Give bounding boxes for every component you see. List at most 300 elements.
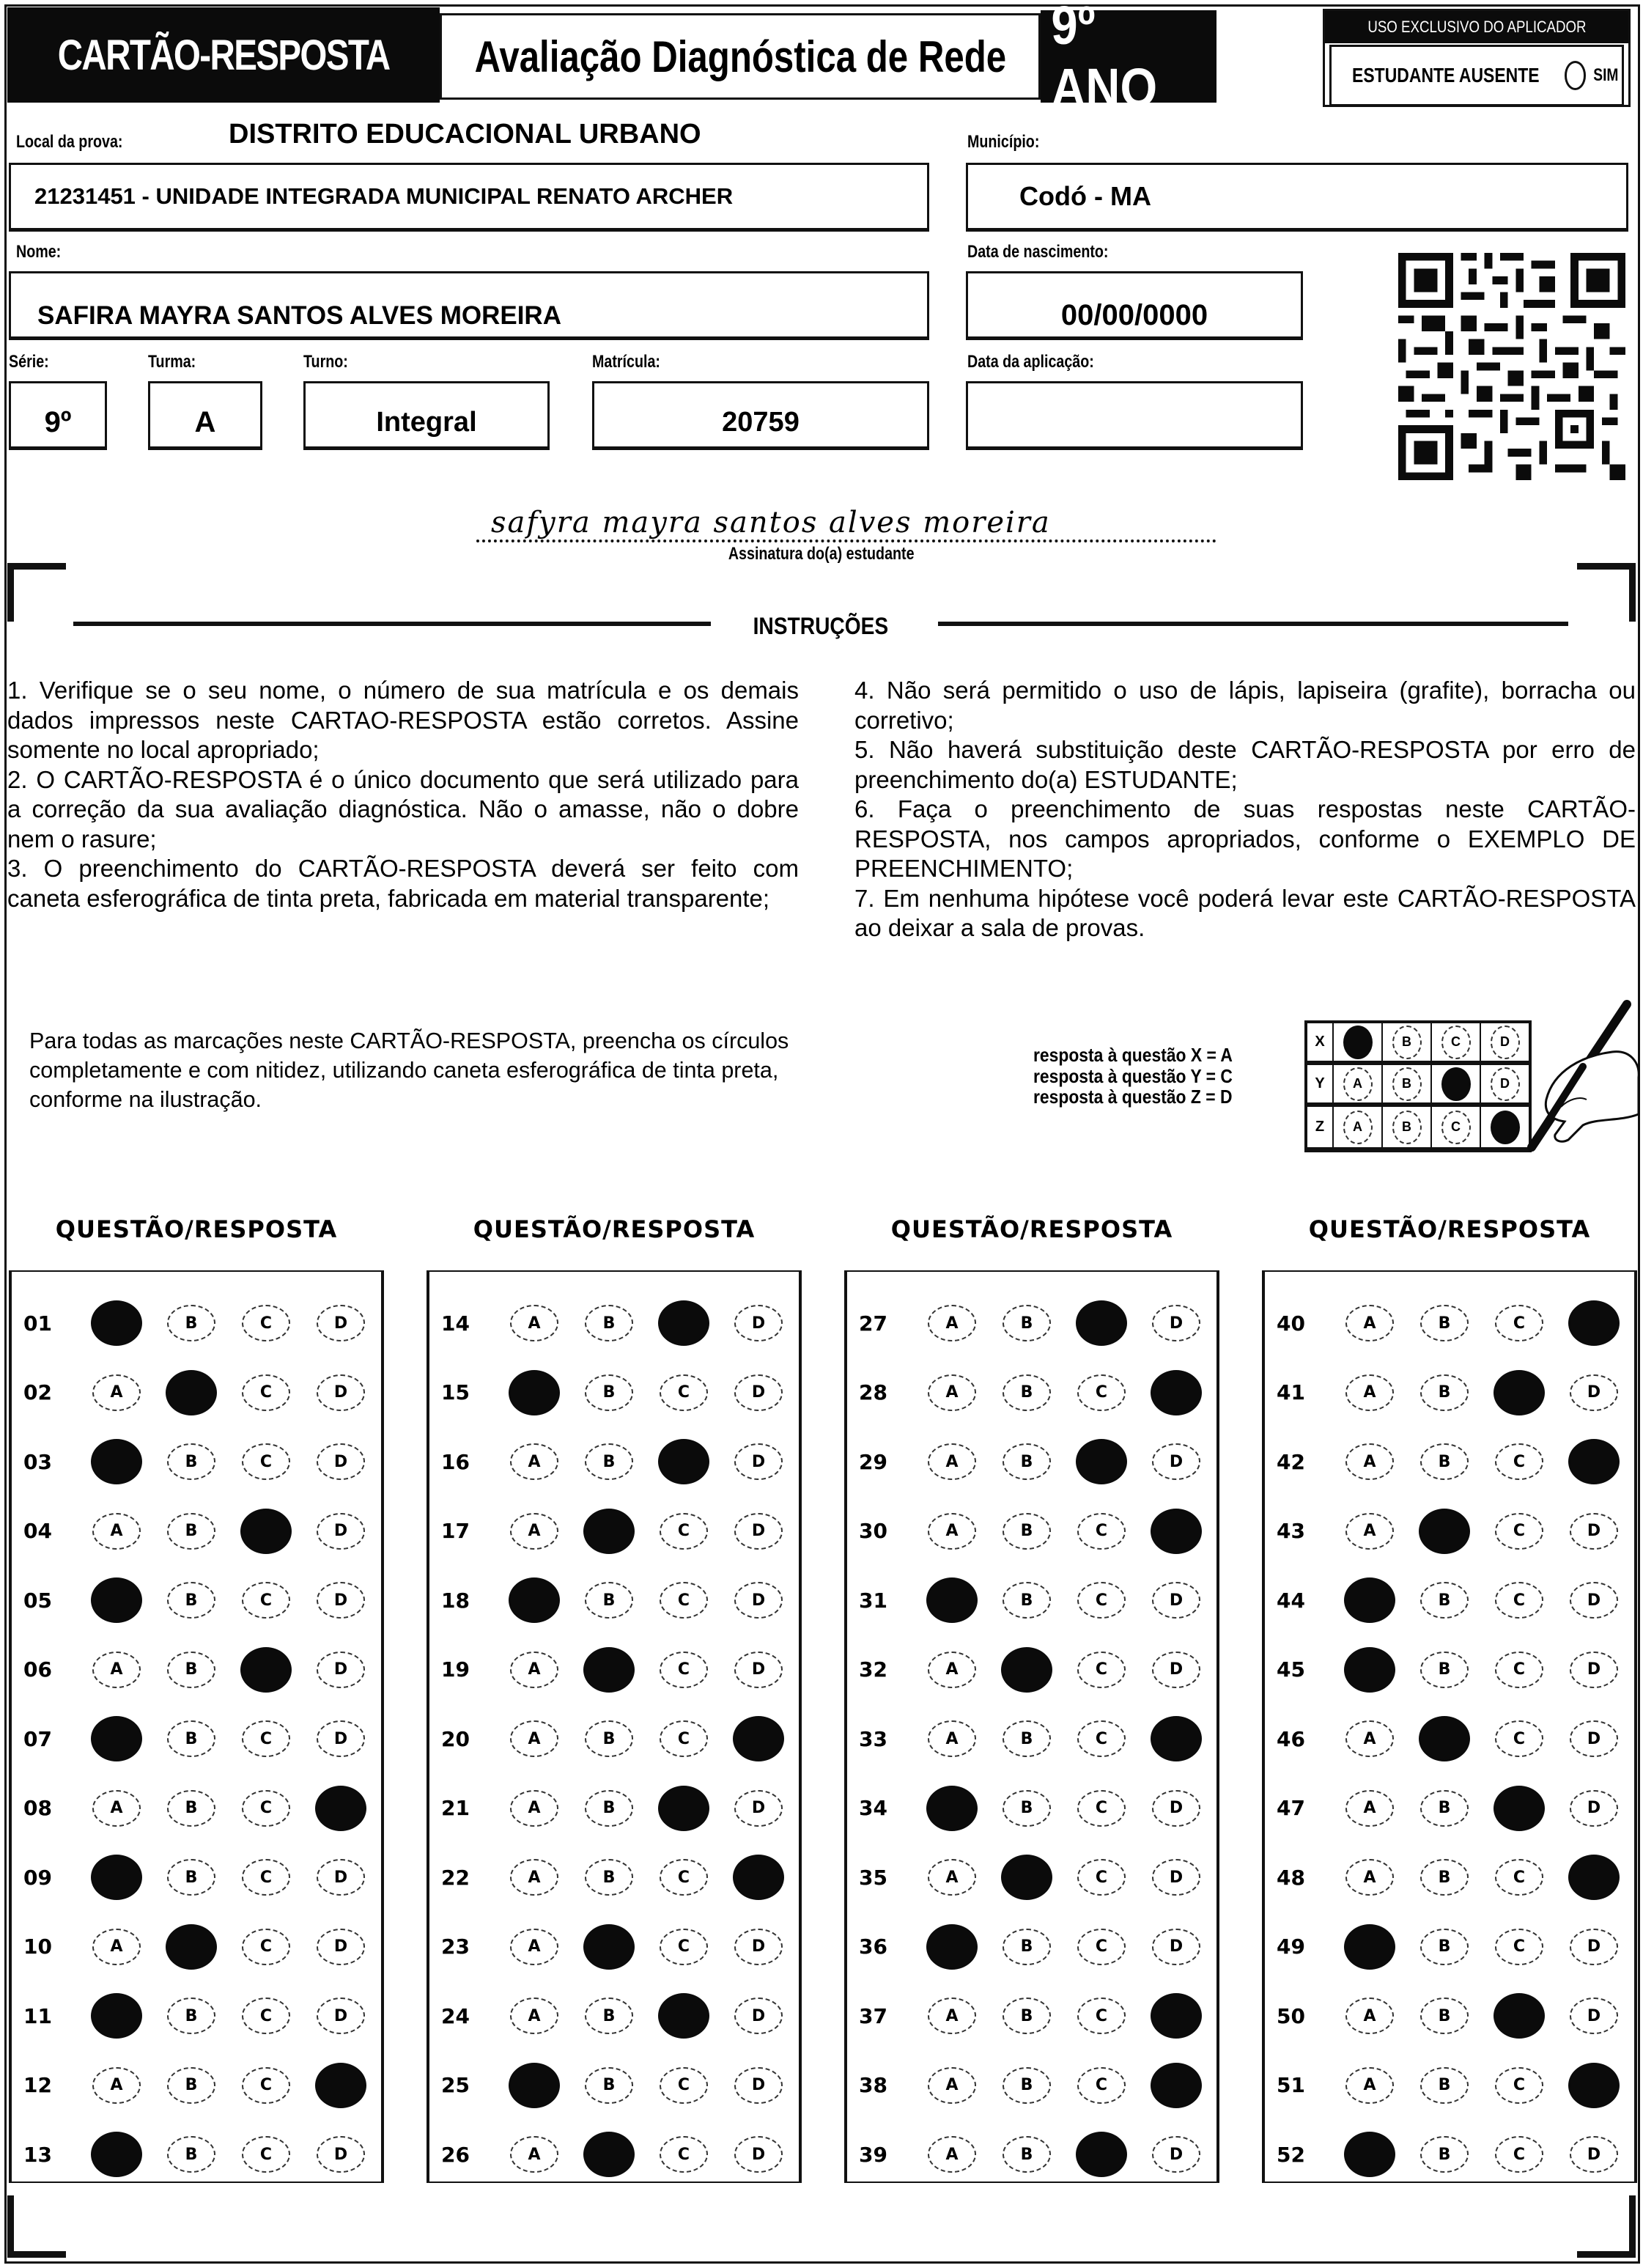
answer-bubble-27-d[interactable]: D [1152,1305,1200,1341]
answer-bubble-19-c[interactable]: C [660,1652,708,1688]
answer-bubble-38-a[interactable]: A [928,2067,976,2104]
answer-bubble-33-d-filled[interactable] [1151,1716,1202,1761]
answer-bubble-26-d[interactable]: D [734,2136,783,2173]
answer-bubble-48-d-filled[interactable] [1568,1855,1620,1900]
answer-bubble-09-c[interactable]: C [242,1859,290,1896]
answer-bubble-49-a-filled[interactable] [1344,1924,1395,1970]
instruction-7: 7. Em nenhuma hipótese você poderá levar este CARTÃO-RESPOSTA ao deixar a sala de provas. [854,884,1636,941]
serie-label: Série: [9,352,49,372]
answer-bubble-30-a[interactable]: A [928,1513,976,1550]
answer-bubble-26-c[interactable]: C [660,2136,708,2173]
answer-bubble-04-a[interactable]: A [92,1513,141,1550]
answer-bubble-42-d-filled[interactable] [1568,1439,1620,1484]
municipio-label: Município: [967,132,1040,152]
answer-bubble-28-b[interactable]: B [1003,1374,1051,1411]
answer-bubble-45-d[interactable]: D [1570,1652,1618,1688]
question-row-22 [429,1855,799,1899]
answer-bubble-06-a[interactable]: A [92,1652,141,1688]
answer-bubble-45-c[interactable]: C [1495,1652,1543,1688]
question-row-50 [1265,1994,1634,2038]
column-header: QUESTÃO/RESPOSTA [55,1215,338,1243]
instructions-divider-right [938,622,1568,626]
registration-mark-top-left [7,563,66,622]
answer-bubble-23-d[interactable]: D [734,1929,783,1965]
answer-bubble-10-a[interactable]: A [92,1929,141,1965]
answer-bubble-35-d[interactable]: D [1152,1859,1200,1896]
matricula-label: Matrícula: [592,352,660,372]
answer-bubble-29-d[interactable]: D [1152,1443,1200,1480]
answer-bubble-22-c[interactable]: C [660,1859,708,1896]
answer-bubble-19-d[interactable]: D [734,1652,783,1688]
answer-bubble-21-d[interactable]: D [734,1790,783,1827]
question-number: 46 [1277,1726,1305,1751]
answer-bubble-01-c[interactable]: C [242,1305,290,1341]
example-bubble-x-d: D [1491,1026,1520,1059]
answer-bubble-47-c-filled[interactable] [1494,1786,1545,1831]
answer-bubble-27-c-filled[interactable] [1076,1300,1127,1346]
answer-bubble-51-b[interactable]: B [1420,2067,1469,2104]
answer-bubble-12-b[interactable]: B [167,2067,215,2104]
question-row-23 [429,1925,799,1969]
answer-bubble-17-d[interactable]: D [734,1513,783,1550]
question-row-29 [847,1440,1216,1484]
answer-bubble-22-a[interactable]: A [510,1859,558,1896]
answer-bubble-16-a[interactable]: A [510,1443,558,1480]
answer-bubble-09-d[interactable]: D [317,1859,365,1896]
hand-with-pen-icon [1495,997,1642,1166]
answer-bubble-23-c[interactable]: C [660,1929,708,1965]
answer-bubble-36-a-filled[interactable] [926,1924,978,1970]
answer-bubble-25-a-filled[interactable] [509,2063,560,2108]
question-number: 15 [441,1380,470,1404]
answer-bubble-15-d[interactable]: D [734,1374,783,1411]
answer-bubble-11-d[interactable]: D [317,1998,365,2034]
answer-bubble-43-a[interactable]: A [1345,1513,1394,1550]
answer-bubble-16-d[interactable]: D [734,1443,783,1480]
answer-bubble-39-d[interactable]: D [1152,2136,1200,2173]
answer-bubble-39-b[interactable]: B [1003,2136,1051,2173]
answer-bubble-13-a-filled[interactable] [91,2132,142,2177]
question-row-37 [847,1994,1216,2038]
answer-bubble-36-b[interactable]: B [1003,1929,1051,1965]
answer-bubble-40-b[interactable]: B [1420,1305,1469,1341]
answer-bubble-15-b[interactable]: B [585,1374,633,1411]
answer-bubble-46-d[interactable]: D [1570,1720,1618,1757]
answer-bubble-08-d-filled[interactable] [315,1786,366,1831]
answer-bubble-35-c[interactable]: C [1077,1859,1126,1896]
answer-bubble-47-a[interactable]: A [1345,1790,1394,1827]
answer-bubble-34-d[interactable]: D [1152,1790,1200,1827]
answer-bubble-41-b[interactable]: B [1420,1374,1469,1411]
example-cell [1431,1064,1480,1106]
answer-bubble-32-a[interactable]: A [928,1652,976,1688]
question-row-42 [1265,1440,1634,1484]
example-bubble-x-c: C [1441,1026,1471,1059]
answer-bubble-51-d-filled[interactable] [1568,2063,1620,2108]
question-row-17 [429,1509,799,1553]
local-field: 21231451 - UNIDADE INTEGRADA MUNICIPAL RENATO ARCHER [9,163,929,232]
answer-bubble-22-d-filled[interactable] [733,1855,784,1900]
question-row-19 [429,1648,799,1692]
answer-bubble-02-c[interactable]: C [242,1374,290,1411]
card-title: CARTÃO-RESPOSTA [7,7,440,103]
question-row-40 [1265,1301,1634,1345]
answer-bubble-29-a[interactable]: A [928,1443,976,1480]
answer-bubble-49-b[interactable]: B [1420,1929,1469,1965]
answer-bubble-17-c[interactable]: C [660,1513,708,1550]
answer-bubble-31-c[interactable]: C [1077,1582,1126,1619]
answer-bubble-27-a[interactable]: A [928,1305,976,1341]
answer-bubble-38-b[interactable]: B [1003,2067,1051,2104]
answer-bubble-10-b-filled[interactable] [166,1924,217,1970]
answer-bubble-20-b[interactable]: B [585,1720,633,1757]
question-row-02 [12,1371,381,1415]
question-number: 38 [859,2073,887,2097]
question-row-24 [429,1994,799,2038]
answer-bubble-07-d[interactable]: D [317,1720,365,1757]
answer-bubble-01-b[interactable]: B [167,1305,215,1341]
answer-bubble-08-a[interactable]: A [92,1790,141,1827]
answer-bubble-13-d[interactable]: D [317,2136,365,2173]
example-bubble-y-d: D [1491,1067,1520,1101]
question-row-38 [847,2063,1216,2107]
answer-bubble-26-b-filled[interactable] [583,2132,635,2177]
answer-bubble-29-b[interactable]: B [1003,1443,1051,1480]
answer-bubble-25-b[interactable]: B [585,2067,633,2104]
answer-bubble-32-b-filled[interactable] [1001,1647,1052,1693]
column-header: QUESTÃO/RESPOSTA [890,1215,1173,1243]
answer-bubble-52-b[interactable]: B [1420,2136,1469,2173]
question-row-43 [1265,1509,1634,1553]
answer-bubble-23-a[interactable]: A [510,1929,558,1965]
answer-bubble-04-c-filled[interactable] [240,1509,292,1554]
answer-bubble-20-c[interactable]: C [660,1720,708,1757]
example-legend-y: resposta à questão Y = C [1033,1064,1233,1087]
answer-bubble-09-b[interactable]: B [167,1859,215,1896]
question-number: 42 [1277,1449,1305,1474]
answer-bubble-33-a[interactable]: A [928,1720,976,1757]
answer-bubble-45-b[interactable]: B [1420,1652,1469,1688]
answer-bubble-51-a[interactable]: A [1345,2067,1394,2104]
student-signature[interactable]: safyra mayra santos alves moreira [476,506,1216,542]
answer-bubble-30-c[interactable]: C [1077,1513,1126,1550]
question-number: 24 [441,2003,470,2028]
question-number: 22 [441,1865,470,1890]
answer-bubble-40-a[interactable]: A [1345,1305,1394,1341]
aplicacao-label: Data da aplicação: [967,352,1094,372]
answer-bubble-02-b-filled[interactable] [166,1370,217,1415]
answer-bubble-24-a[interactable]: A [510,1998,558,2034]
answer-bubble-37-d-filled[interactable] [1151,1993,1202,2039]
question-number: 28 [859,1380,887,1404]
answer-bubble-32-c[interactable]: C [1077,1652,1126,1688]
instructions-title: INSTRUÇÕES [753,613,889,639]
answer-bubble-37-b[interactable]: B [1003,1998,1051,2034]
answer-bubble-32-d[interactable]: D [1152,1652,1200,1688]
answer-bubble-30-b[interactable]: B [1003,1513,1051,1550]
answer-bubble-50-c-filled[interactable] [1494,1993,1545,2039]
turma-field: A [148,381,262,450]
absent-student-bubble[interactable] [1565,61,1587,90]
question-number: 18 [441,1588,470,1613]
answer-bubble-19-a[interactable]: A [510,1652,558,1688]
answer-bubble-44-c[interactable]: C [1495,1582,1543,1619]
answer-bubble-02-a[interactable]: A [92,1374,141,1411]
question-row-52 [1265,2132,1634,2176]
answer-bubble-05-c[interactable]: C [242,1582,290,1619]
answer-bubble-38-c[interactable]: C [1077,2067,1126,2104]
question-row-06 [12,1648,381,1692]
question-row-49 [1265,1925,1634,1969]
answer-bubble-19-b-filled[interactable] [583,1647,635,1693]
answer-bubble-37-a[interactable]: A [928,1998,976,2034]
answer-bubble-41-d[interactable]: D [1570,1374,1618,1411]
answer-bubble-48-a[interactable]: A [1345,1859,1394,1896]
municipio-field: Codó - MA [966,163,1628,232]
instruction-3: 3. O preenchimento do CARTÃO-RESPOSTA deverá ser feito com caneta esferográfica de tinta preta, fabricada em material transparente; [7,855,799,912]
example-bubble-x-a [1343,1026,1373,1059]
answer-bubble-11-a-filled[interactable] [91,1993,142,2039]
registration-mark-bottom-left [7,2195,66,2258]
answer-bubble-50-d[interactable]: D [1570,1998,1618,2034]
answer-bubble-44-a-filled[interactable] [1344,1577,1395,1623]
answer-bubble-25-d[interactable]: D [734,2067,783,2104]
answer-bubble-07-c[interactable]: C [242,1720,290,1757]
answer-bubble-49-d[interactable]: D [1570,1929,1618,1965]
answer-bubble-12-c[interactable]: C [242,2067,290,2104]
answer-bubble-42-a[interactable]: A [1345,1443,1394,1480]
answer-bubble-48-b[interactable]: B [1420,1859,1469,1896]
answer-bubble-46-c[interactable]: C [1495,1720,1543,1757]
answer-bubble-47-d[interactable]: D [1570,1790,1618,1827]
answer-column-1 [9,1270,384,2183]
answer-bubble-07-a-filled[interactable] [91,1716,142,1761]
answer-bubble-34-a-filled[interactable] [926,1786,978,1831]
aplicacao-field [966,381,1303,450]
question-number: 08 [23,1796,52,1820]
question-number: 39 [859,2142,887,2167]
answer-bubble-21-c-filled[interactable] [658,1786,709,1831]
answer-bubble-20-a[interactable]: A [510,1720,558,1757]
answer-bubble-18-d[interactable]: D [734,1582,783,1619]
answer-bubble-20-d-filled[interactable] [733,1716,784,1761]
answer-bubble-25-c[interactable]: C [660,2067,708,2104]
answer-bubble-26-a[interactable]: A [510,2136,558,2173]
example-row-label: Y [1307,1064,1333,1106]
answer-column-3 [844,1270,1219,2183]
answer-bubble-46-a[interactable]: A [1345,1720,1394,1757]
answer-bubble-37-c[interactable]: C [1077,1998,1126,2034]
answer-bubble-03-b[interactable]: B [167,1443,215,1480]
answer-bubble-09-a-filled[interactable] [91,1855,142,1900]
answer-bubble-30-d-filled[interactable] [1151,1509,1202,1554]
answer-bubble-36-d[interactable]: D [1152,1929,1200,1965]
answer-bubble-41-a[interactable]: A [1345,1374,1394,1411]
answer-bubble-52-c[interactable]: C [1495,2136,1543,2173]
instruction-6: 6. Faça o preenchimento de suas respostas neste CARTÃO-RESPOSTA, nos campos apropriados, conforme o EXEMPLO DE PREENCHIMENTO; [854,795,1636,882]
question-number: 17 [441,1519,470,1543]
answer-bubble-18-b[interactable]: B [585,1582,633,1619]
answer-bubble-44-d[interactable]: D [1570,1582,1618,1619]
question-number: 06 [23,1657,52,1682]
question-row-03 [12,1440,381,1484]
qr-code-icon [1398,253,1625,480]
answer-bubble-06-b[interactable]: B [167,1652,215,1688]
answer-bubble-01-d[interactable]: D [317,1305,365,1341]
answer-bubble-41-c-filled[interactable] [1494,1370,1545,1415]
answer-bubble-43-c[interactable]: C [1495,1513,1543,1550]
answer-bubble-31-d[interactable]: D [1152,1582,1200,1619]
question-number: 23 [441,1934,470,1959]
question-row-41 [1265,1371,1634,1415]
answer-bubble-24-b[interactable]: B [585,1998,633,2034]
answer-bubble-13-c[interactable]: C [242,2136,290,2173]
answer-bubble-47-b[interactable]: B [1420,1790,1469,1827]
answer-bubble-33-b[interactable]: B [1003,1720,1051,1757]
answer-bubble-12-d-filled[interactable] [315,2063,366,2108]
question-row-30 [847,1509,1216,1553]
answer-bubble-29-c-filled[interactable] [1076,1439,1127,1484]
answer-bubble-08-c[interactable]: C [242,1790,290,1827]
question-row-08 [12,1786,381,1830]
question-row-28 [847,1371,1216,1415]
answer-bubble-34-c[interactable]: C [1077,1790,1126,1827]
answer-bubble-46-b-filled[interactable] [1419,1716,1470,1761]
answer-bubble-35-b-filled[interactable] [1001,1855,1052,1900]
question-row-01 [12,1301,381,1345]
answer-bubble-49-c[interactable]: C [1495,1929,1543,1965]
answer-bubble-33-c[interactable]: C [1077,1720,1126,1757]
answer-bubble-18-a-filled[interactable] [509,1577,560,1623]
answer-bubble-42-b[interactable]: B [1420,1443,1469,1480]
answer-bubble-21-b[interactable]: B [585,1790,633,1827]
answer-bubble-24-d[interactable]: D [734,1998,783,2034]
instructions-divider-left [73,622,711,626]
question-number: 33 [859,1726,887,1751]
answer-bubble-14-c-filled[interactable] [658,1300,709,1346]
registration-mark-bottom-right [1577,2195,1636,2258]
answer-bubble-13-b[interactable]: B [167,2136,215,2173]
answer-bubble-43-b-filled[interactable] [1419,1509,1470,1554]
answer-bubble-21-a[interactable]: A [510,1790,558,1827]
answer-bubble-03-d[interactable]: D [317,1443,365,1480]
answer-bubble-45-a-filled[interactable] [1344,1647,1395,1693]
question-number: 26 [441,2142,470,2167]
question-number: 41 [1277,1380,1305,1404]
answer-bubble-51-c[interactable]: C [1495,2067,1543,2104]
answer-bubble-39-a[interactable]: A [928,2136,976,2173]
answer-bubble-50-a[interactable]: A [1345,1998,1394,2034]
question-number: 13 [23,2142,52,2167]
question-number: 02 [23,1380,52,1404]
question-number: 50 [1277,2003,1305,2028]
question-row-10 [12,1925,381,1969]
answer-bubble-40-d-filled[interactable] [1568,1300,1620,1346]
answer-bubble-31-a-filled[interactable] [926,1577,978,1623]
question-number: 12 [23,2073,52,2097]
answer-bubble-48-c[interactable]: C [1495,1859,1543,1896]
answer-bubble-39-c-filled[interactable] [1076,2132,1127,2177]
answer-bubble-50-b[interactable]: B [1420,1998,1469,2034]
question-row-21 [429,1786,799,1830]
answer-bubble-10-c[interactable]: C [242,1929,290,1965]
answer-bubble-05-a-filled[interactable] [91,1577,142,1623]
question-row-20 [429,1717,799,1761]
answer-bubble-14-a[interactable]: A [510,1305,558,1341]
nascimento-label: Data de nascimento: [967,242,1109,262]
answer-bubble-52-a-filled[interactable] [1344,2132,1395,2177]
answer-bubble-06-d[interactable]: D [317,1652,365,1688]
answer-bubble-44-b[interactable]: B [1420,1582,1469,1619]
answer-bubble-15-c[interactable]: C [660,1374,708,1411]
answer-bubble-28-c[interactable]: C [1077,1374,1126,1411]
answer-bubble-04-d[interactable]: D [317,1513,365,1550]
answer-bubble-43-d[interactable]: D [1570,1513,1618,1550]
evaluation-title: Avaliação Diagnóstica de Rede [440,13,1041,100]
example-cell [1333,1023,1382,1064]
answer-bubble-03-c[interactable]: C [242,1443,290,1480]
answer-bubble-17-b-filled[interactable] [583,1509,635,1554]
answer-bubble-02-d[interactable]: D [317,1374,365,1411]
answer-bubble-42-c[interactable]: C [1495,1443,1543,1480]
answer-bubble-28-a[interactable]: A [928,1374,976,1411]
answer-bubble-27-b[interactable]: B [1003,1305,1051,1341]
answer-bubble-28-d-filled[interactable] [1151,1370,1202,1415]
question-number: 03 [23,1449,52,1474]
answer-bubble-15-a-filled[interactable] [509,1370,560,1415]
answer-bubble-40-c[interactable]: C [1495,1305,1543,1341]
answer-bubble-12-a[interactable]: A [92,2067,141,2104]
applicator-box [1323,9,1631,107]
answer-bubble-17-a[interactable]: A [510,1513,558,1550]
question-number: 43 [1277,1519,1305,1543]
answer-bubble-18-c[interactable]: C [660,1582,708,1619]
answer-bubble-11-b[interactable]: B [167,1998,215,2034]
answer-bubble-16-b[interactable]: B [585,1443,633,1480]
question-row-31 [847,1578,1216,1622]
example-cell [1333,1064,1382,1106]
answer-bubble-35-a[interactable]: A [928,1859,976,1896]
answer-bubble-38-d-filled[interactable] [1151,2063,1202,2108]
answer-bubble-16-c-filled[interactable] [658,1439,709,1484]
registration-mark-top-right [1577,563,1636,622]
answer-bubble-05-d[interactable]: D [317,1582,365,1619]
answer-bubble-52-d[interactable]: D [1570,2136,1618,2173]
question-number: 40 [1277,1311,1305,1336]
turno-label: Turno: [303,352,348,372]
answer-bubble-11-c[interactable]: C [242,1998,290,2034]
answer-bubble-08-b[interactable]: B [167,1790,215,1827]
answer-bubble-22-b[interactable]: B [585,1859,633,1896]
answer-bubble-01-a-filled[interactable] [91,1300,142,1346]
answer-bubble-31-b[interactable]: B [1003,1582,1051,1619]
answer-bubble-23-b-filled[interactable] [583,1924,635,1970]
example-cell [1333,1106,1382,1148]
answer-bubble-36-c[interactable]: C [1077,1929,1126,1965]
answer-bubble-24-c-filled[interactable] [658,1993,709,2039]
answer-bubble-34-b[interactable]: B [1003,1790,1051,1827]
answer-bubble-14-d[interactable]: D [734,1305,783,1341]
answer-bubble-14-b[interactable]: B [585,1305,633,1341]
question-row-34 [847,1786,1216,1830]
answer-bubble-03-a-filled[interactable] [91,1439,142,1484]
question-number: 35 [859,1865,887,1890]
answer-bubble-05-b[interactable]: B [167,1582,215,1619]
answer-bubble-10-d[interactable]: D [317,1929,365,1965]
answer-bubble-07-b[interactable]: B [167,1720,215,1757]
answer-bubble-04-b[interactable]: B [167,1513,215,1550]
answer-bubble-06-c-filled[interactable] [240,1647,292,1693]
